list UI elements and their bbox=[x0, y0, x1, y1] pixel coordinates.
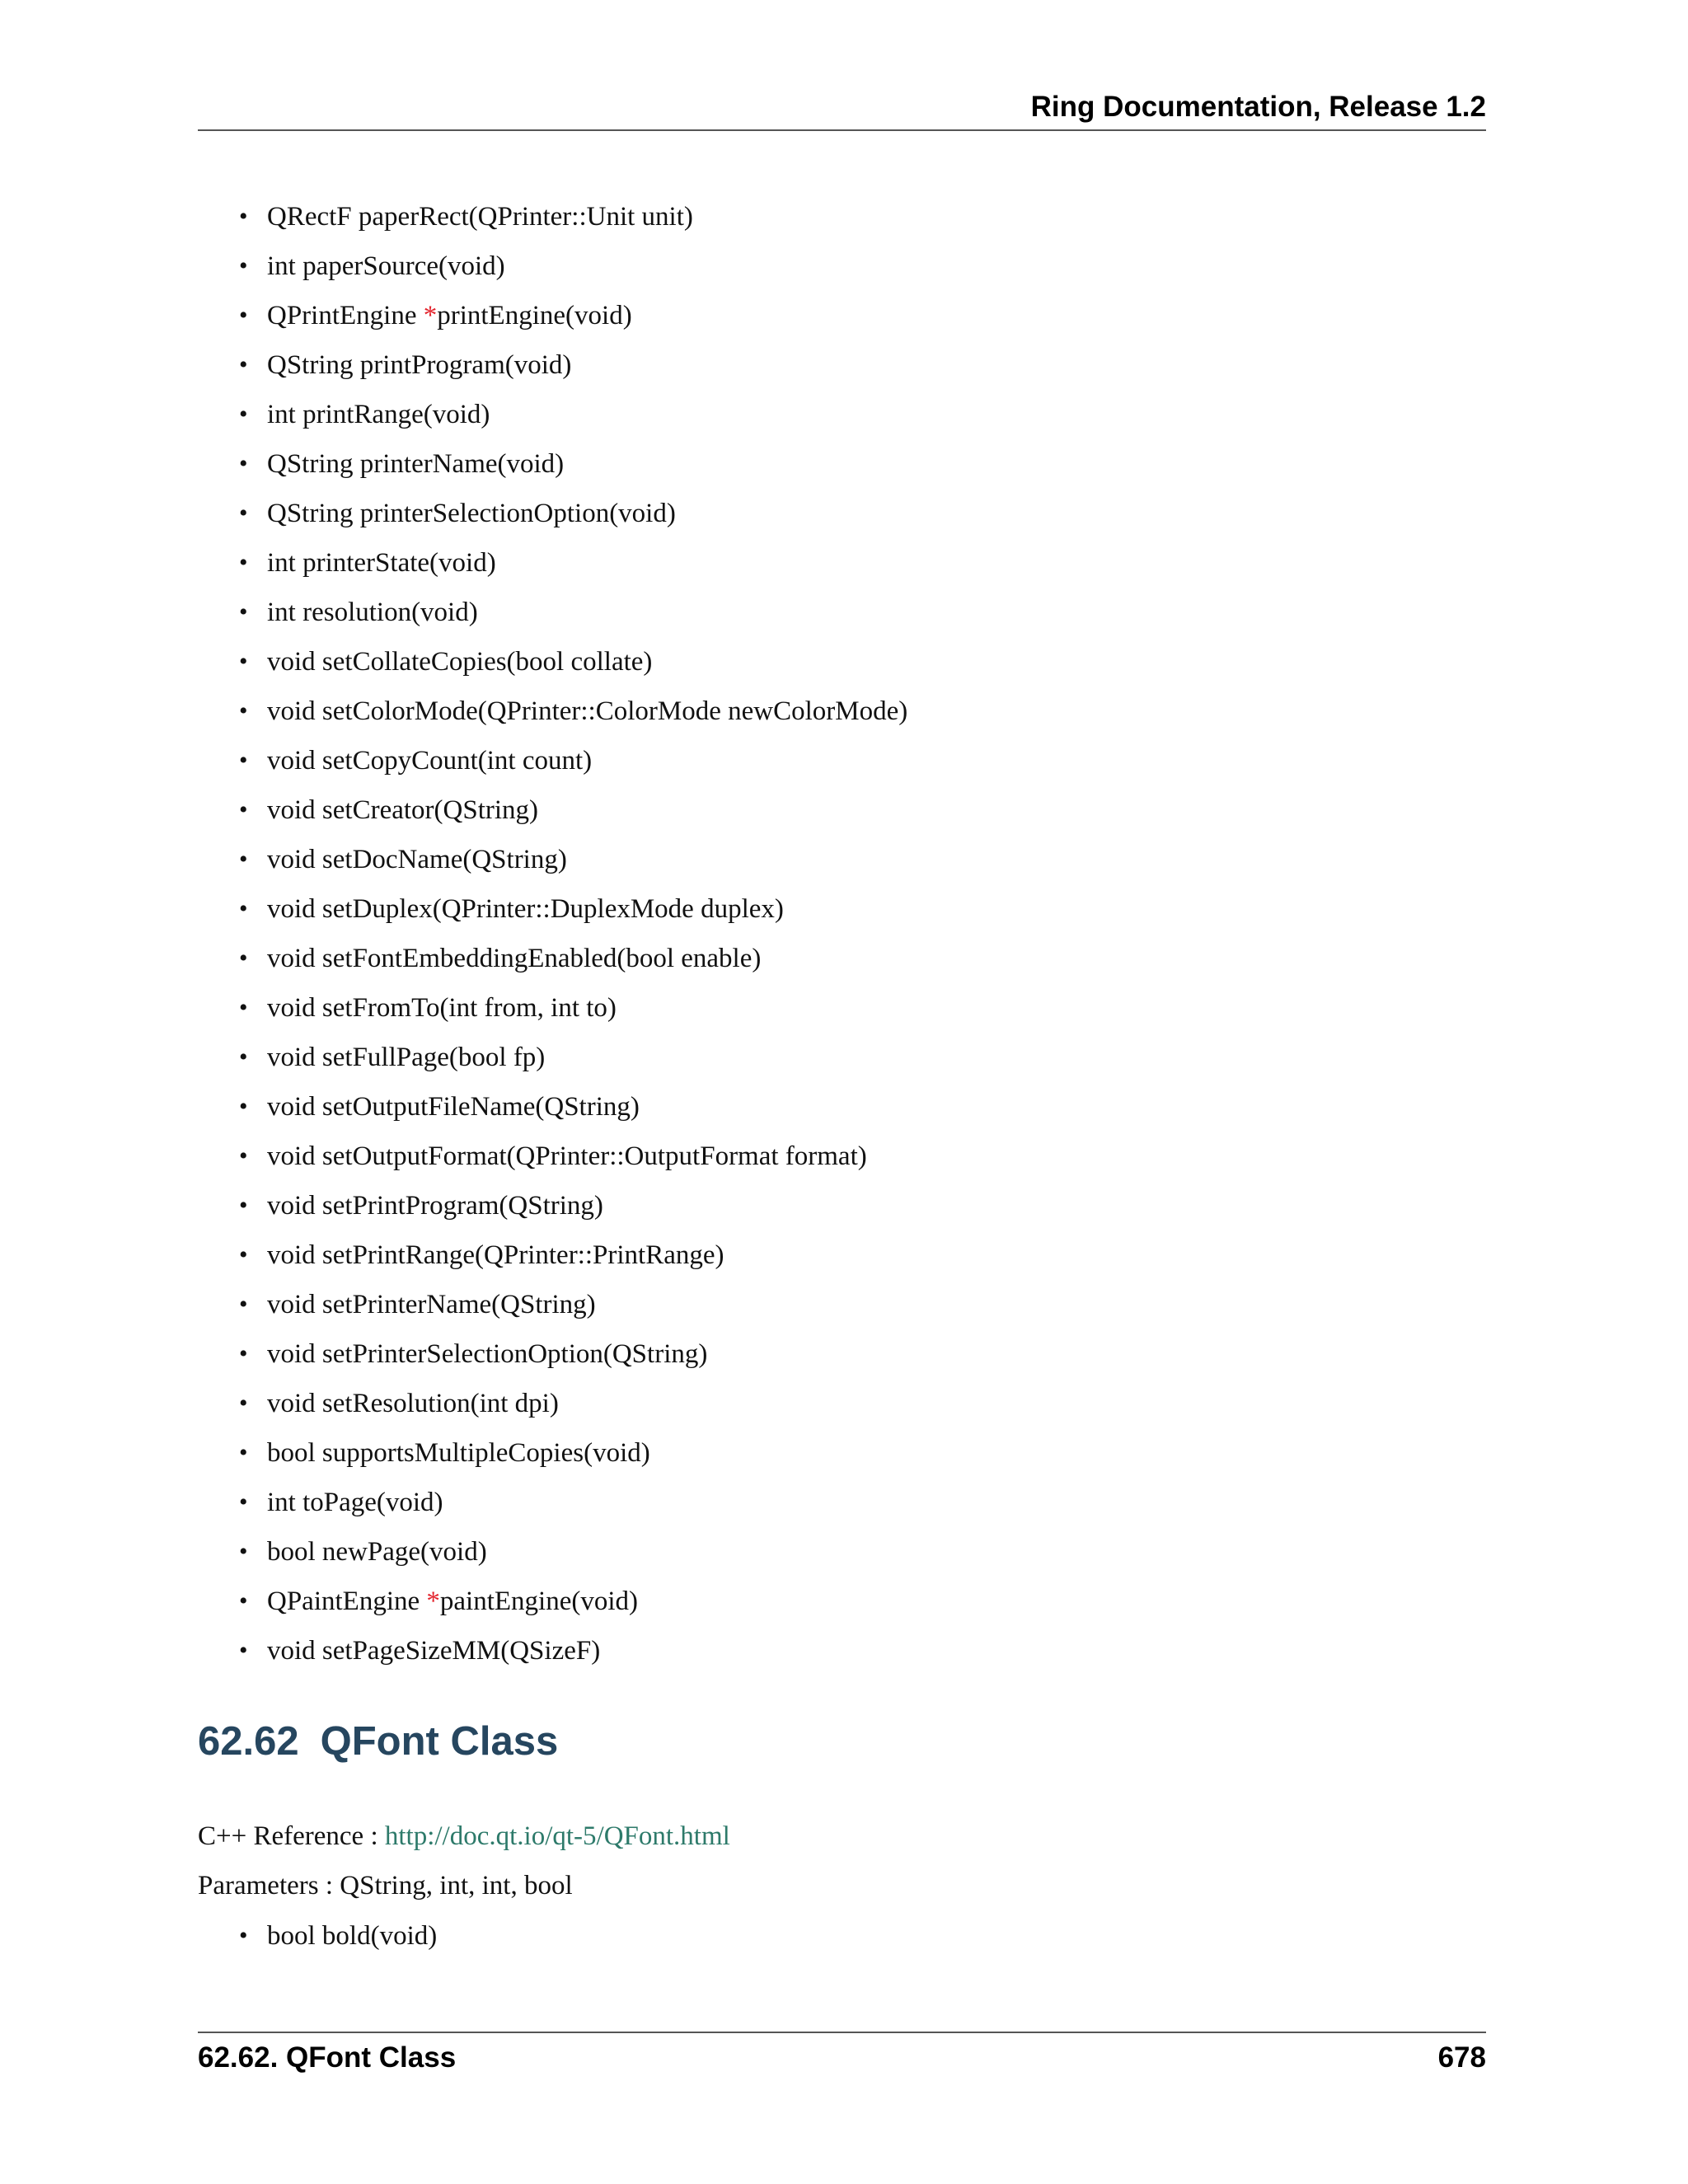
signature-text: bool bold(void) bbox=[267, 1921, 438, 1951]
method-signature bbox=[267, 343, 571, 387]
signature-text: QString printerName(void) bbox=[267, 449, 565, 479]
footer-section-title: 62.62. QFont Class bbox=[198, 2041, 457, 2074]
list-item bbox=[0, 1431, 1484, 1480]
list-item bbox=[0, 442, 1484, 491]
signature-text: void setOutputFormat(QPrinter::OutputFormat format) bbox=[267, 1141, 867, 1171]
bullet-icon: • bbox=[239, 1538, 248, 1565]
method-signature bbox=[267, 887, 784, 931]
qfont-method-list bbox=[0, 1914, 1484, 1963]
signature-text: QRectF paperRect(QPrinter::Unit unit) bbox=[267, 202, 693, 232]
signature-text: int printRange(void) bbox=[267, 400, 490, 429]
list-item bbox=[0, 1282, 1484, 1332]
list-item bbox=[0, 392, 1484, 442]
signature-text: printEngine(void) bbox=[437, 301, 632, 330]
list-item bbox=[0, 1381, 1484, 1431]
method-list bbox=[0, 194, 1484, 1678]
header-divider bbox=[198, 129, 1486, 131]
bullet-icon: • bbox=[239, 1340, 248, 1367]
bullet-icon: • bbox=[239, 499, 248, 527]
signature-text: void setPageSizeMM(QSizeF) bbox=[267, 1636, 601, 1666]
method-signature bbox=[267, 1183, 603, 1228]
bullet-icon: • bbox=[239, 1192, 248, 1219]
signature-text: void setPrintRange(QPrinter::PrintRange) bbox=[267, 1240, 724, 1270]
bullet-icon: • bbox=[239, 994, 248, 1021]
method-signature bbox=[267, 1085, 640, 1129]
list-item bbox=[0, 1085, 1484, 1134]
list-item bbox=[0, 1233, 1484, 1282]
signature-text: void setColorMode(QPrinter::ColorMode newColorMode) bbox=[267, 696, 908, 726]
bullet-icon: • bbox=[239, 1093, 248, 1120]
list-item bbox=[0, 738, 1484, 788]
method-signature bbox=[267, 1134, 867, 1179]
method-signature bbox=[267, 837, 567, 882]
list-item bbox=[0, 590, 1484, 640]
list-item bbox=[0, 1480, 1484, 1530]
bullet-icon: • bbox=[239, 450, 248, 477]
method-signature bbox=[267, 194, 693, 239]
signature-text: paintEngine(void) bbox=[439, 1586, 639, 1616]
signature-text: int paperSource(void) bbox=[267, 251, 505, 281]
method-signature bbox=[267, 1914, 437, 1958]
method-signature bbox=[267, 986, 617, 1030]
method-signature bbox=[267, 689, 907, 733]
pointer-asterisk: * bbox=[423, 301, 438, 330]
method-signature bbox=[267, 491, 676, 536]
signature-text: void setDuplex(QPrinter::DuplexMode duplex) bbox=[267, 894, 784, 924]
bullet-icon: • bbox=[239, 1043, 248, 1071]
signature-text: QPrintEngine bbox=[267, 301, 424, 330]
list-item bbox=[0, 1183, 1484, 1233]
list-item bbox=[0, 194, 1484, 244]
signature-text: void setFontEmbeddingEnabled(bool enable) bbox=[267, 944, 762, 973]
signature-text: int resolution(void) bbox=[267, 598, 478, 627]
method-signature bbox=[267, 442, 564, 486]
list-item bbox=[0, 788, 1484, 837]
method-signature bbox=[267, 1332, 707, 1376]
bullet-icon: • bbox=[239, 302, 248, 329]
bullet-icon: • bbox=[239, 203, 248, 230]
bullet-icon: • bbox=[239, 747, 248, 774]
method-signature bbox=[267, 738, 592, 783]
running-header: Ring Documentation, Release 1.2 bbox=[1030, 91, 1486, 123]
list-item bbox=[0, 1134, 1484, 1183]
list-item bbox=[0, 1332, 1484, 1381]
list-item bbox=[0, 293, 1484, 343]
bullet-icon: • bbox=[239, 401, 248, 428]
signature-text: void setPrinterSelectionOption(QString) bbox=[267, 1339, 708, 1369]
bullet-icon: • bbox=[239, 697, 248, 724]
bullet-icon: • bbox=[239, 1142, 248, 1169]
signature-text: void setCreator(QString) bbox=[267, 795, 539, 825]
bullet-icon: • bbox=[239, 1922, 248, 1949]
method-signature bbox=[267, 1530, 487, 1574]
method-signature bbox=[267, 1282, 596, 1327]
bullet-icon: • bbox=[239, 598, 248, 626]
section-number: 62.62 bbox=[198, 1719, 299, 1764]
signature-text: void setCopyCount(int count) bbox=[267, 746, 593, 776]
pointer-asterisk: * bbox=[426, 1586, 440, 1616]
signature-text: bool newPage(void) bbox=[267, 1537, 487, 1567]
reference-link[interactable]: http://doc.qt.io/qt-5/QFont.html bbox=[384, 1821, 730, 1851]
signature-text: bool supportsMultipleCopies(void) bbox=[267, 1438, 650, 1468]
signature-text: QString printerSelectionOption(void) bbox=[267, 499, 676, 528]
signature-text: void setFullPage(bool fp) bbox=[267, 1043, 546, 1072]
bullet-icon: • bbox=[239, 1587, 248, 1615]
bullet-icon: • bbox=[239, 252, 248, 279]
method-signature bbox=[267, 788, 538, 832]
list-item bbox=[0, 936, 1484, 986]
method-signature bbox=[267, 1431, 650, 1475]
signature-text: void setOutputFileName(QString) bbox=[267, 1092, 640, 1122]
bullet-icon: • bbox=[239, 895, 248, 922]
bullet-icon: • bbox=[239, 1390, 248, 1417]
bullet-icon: • bbox=[239, 846, 248, 873]
signature-text: QString printProgram(void) bbox=[267, 350, 572, 380]
list-item bbox=[0, 689, 1484, 738]
method-signature bbox=[267, 1579, 638, 1624]
method-signature bbox=[267, 244, 505, 288]
bullet-icon: • bbox=[239, 1488, 248, 1516]
bullet-icon: • bbox=[239, 1291, 248, 1318]
bullet-icon: • bbox=[239, 1241, 248, 1268]
method-signature bbox=[267, 1629, 600, 1673]
method-signature bbox=[267, 392, 490, 437]
reference-label: C++ Reference : bbox=[198, 1821, 385, 1851]
list-item bbox=[0, 343, 1484, 392]
signature-text: int printerState(void) bbox=[267, 548, 496, 578]
bullet-icon: • bbox=[239, 944, 248, 972]
signature-text: void setResolution(int dpi) bbox=[267, 1389, 559, 1418]
list-item bbox=[0, 986, 1484, 1035]
bullet-icon: • bbox=[239, 796, 248, 823]
list-item bbox=[0, 887, 1484, 936]
method-signature bbox=[267, 590, 478, 635]
list-item bbox=[0, 541, 1484, 590]
bullet-icon: • bbox=[239, 351, 248, 378]
signature-text: QPaintEngine bbox=[267, 1586, 427, 1616]
cpp-reference bbox=[198, 1821, 730, 1852]
list-item bbox=[0, 640, 1484, 689]
list-item bbox=[0, 1914, 1484, 1963]
method-signature bbox=[267, 1480, 443, 1525]
signature-text: int toPage(void) bbox=[267, 1488, 443, 1517]
method-signature bbox=[267, 640, 652, 684]
signature-text: void setCollateCopies(bool collate) bbox=[267, 647, 653, 677]
page-number: 678 bbox=[1437, 2041, 1486, 2074]
method-signature bbox=[267, 1233, 724, 1277]
method-signature bbox=[267, 293, 632, 338]
bullet-icon: • bbox=[239, 1637, 248, 1664]
method-signature bbox=[267, 1381, 559, 1426]
footer-divider bbox=[198, 2032, 1486, 2033]
method-signature bbox=[267, 1035, 545, 1080]
method-signature bbox=[267, 541, 496, 585]
parameters-line: Parameters : QString, int, int, bool bbox=[198, 1871, 573, 1900]
bullet-icon: • bbox=[239, 549, 248, 576]
method-signature bbox=[267, 936, 761, 981]
signature-text: void setDocName(QString) bbox=[267, 845, 567, 874]
bullet-icon: • bbox=[239, 1439, 248, 1466]
signature-text: void setPrintProgram(QString) bbox=[267, 1191, 603, 1221]
section-heading bbox=[198, 1718, 558, 1765]
list-item bbox=[0, 1579, 1484, 1629]
list-item bbox=[0, 1530, 1484, 1579]
bullet-icon: • bbox=[239, 648, 248, 675]
list-item bbox=[0, 491, 1484, 541]
list-item bbox=[0, 1629, 1484, 1678]
section-title: QFont Class bbox=[320, 1719, 559, 1764]
signature-text: void setFromTo(int from, int to) bbox=[267, 993, 617, 1023]
signature-text: void setPrinterName(QString) bbox=[267, 1290, 596, 1319]
list-item bbox=[0, 837, 1484, 887]
list-item bbox=[0, 244, 1484, 293]
list-item bbox=[0, 1035, 1484, 1085]
